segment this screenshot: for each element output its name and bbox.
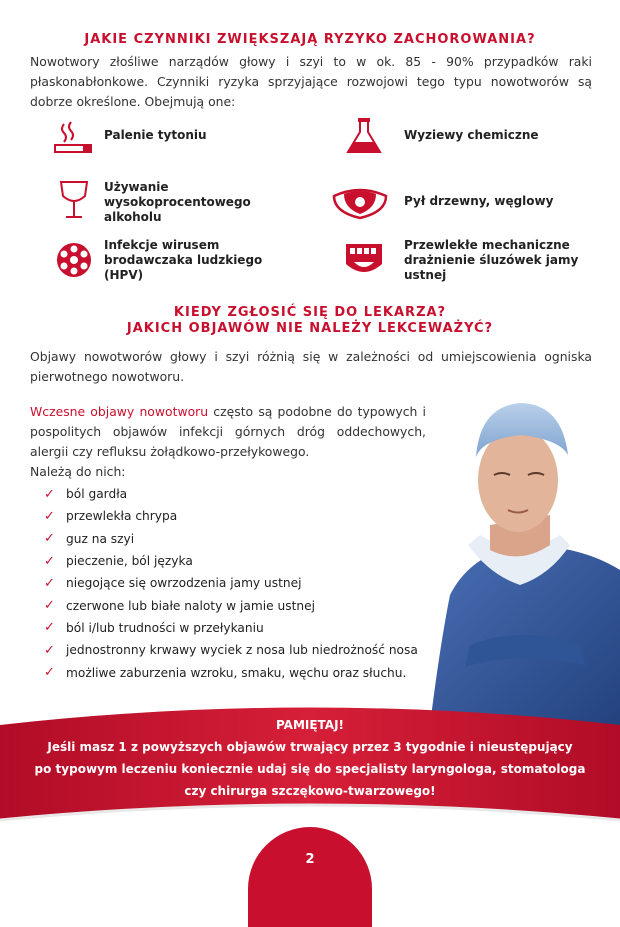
- symptoms-list: [44, 483, 418, 684]
- dust-mask-icon: [330, 182, 390, 222]
- early-symptoms-paragraph: [30, 402, 426, 462]
- early-symptoms-text: często są podobne do typowych i pospolitych objawów infekcji górnych dróg oddechowych, alergii czy refluksu żołądkowo-przełykowego.: [30, 404, 426, 459]
- list-item: ✓ czerwone lub białe naloty w jamie ustnej: [44, 598, 315, 614]
- virus-icon: [52, 240, 96, 280]
- reminder-line-1: Jeśli masz 1 z powyższych objawów trwający przez 3 tygodnie i nieustępujący: [47, 740, 573, 754]
- factor-label: Pył drzewny, węglowy: [404, 194, 554, 208]
- factor-label: Używanie wysokoprocentowego alkoholu: [104, 180, 251, 224]
- list-item: ✓ jednostronny krwawy wyciek z nosa lub niedrożność nosa: [44, 642, 418, 658]
- section-title-symptoms-line2: JAKICH OBJAWÓW NIE NALEŻY LEKCEWAŻYĆ?: [126, 321, 494, 336]
- risk-factors-intro: Nowotwory złośliwe narządów głowy i szyi to w ok. 85 - 90% przypadków raki płaskonabłonkowe. Czynniki ryzyka sprzyjające rozwojowi tego typu nowotworów są dobrze określone. Obejmują one:: [30, 54, 592, 109]
- symptoms-list-intro: Należą do nich:: [30, 464, 126, 479]
- factor-chemicals: [342, 116, 592, 156]
- list-item: ✓ przewlekła chrypa: [44, 508, 178, 524]
- factor-mechanical-irritation: [342, 238, 592, 290]
- reminder-heading: PAMIĘTAJ!: [275, 718, 345, 732]
- factor-dust: [330, 182, 592, 222]
- list-item: ✓ możliwe zaburzenia wzroku, smaku, węchu oraz słuchu.: [44, 665, 407, 681]
- flask-icon: [342, 116, 386, 156]
- list-item: ✓ niegojące się owrzodzenia jamy ustnej: [44, 575, 302, 591]
- list-item: ✓ guz na szyi: [44, 531, 135, 547]
- check-icon: ✓: [44, 553, 55, 569]
- reminder-line-3: czy chirurga szczękowo-twarzowego!: [184, 784, 436, 798]
- factor-smoking: [52, 118, 312, 158]
- list-item: ✓ ból i/lub trudności w przełykaniu: [44, 620, 264, 636]
- section-title-symptoms-line1: KIEDY ZGŁOSIĆ SIĘ DO LEKARZA?: [173, 305, 447, 320]
- check-icon: ✓: [44, 665, 55, 681]
- doctor-illustration: [410, 395, 620, 725]
- cigarette-icon: [52, 118, 96, 158]
- reminder-line-2: po typowym leczeniu koniecznie udaj się do specjalisty laryngologa, stomatologa: [34, 762, 586, 776]
- factor-hpv: [52, 238, 312, 290]
- section-title-risk-factors: JAKIE CZYNNIKI ZWIĘKSZAJĄ RYZYKO ZACHOROWANIA?: [84, 32, 536, 47]
- factor-label: Przewlekłe mechaniczne drażnienie śluzówek jamy ustnej: [404, 238, 579, 282]
- check-icon: ✓: [44, 531, 55, 547]
- check-icon: ✓: [44, 620, 55, 636]
- mouth-icon: [342, 240, 386, 280]
- factor-alcohol: [52, 180, 312, 225]
- check-icon: ✓: [44, 575, 55, 591]
- factor-label: Wyziewy chemiczne: [404, 128, 539, 142]
- symptoms-intro: Objawy nowotworów głowy i szyi różnią się w zależności od umiejscowienia ogniska pierwotnego nowotworu.: [30, 349, 592, 384]
- check-icon: ✓: [44, 486, 55, 502]
- list-item: ✓ pieczenie, ból języka: [44, 553, 193, 569]
- check-icon: ✓: [44, 642, 55, 658]
- page-number: 2: [305, 852, 315, 867]
- factor-label: Infekcje wirusem brodawczaka ludzkiego (HPV): [104, 238, 263, 282]
- factor-label: Palenie tytoniu: [104, 128, 207, 142]
- wine-glass-icon: [52, 180, 96, 220]
- list-item: ✓ ból gardła: [44, 486, 128, 502]
- check-icon: ✓: [44, 508, 55, 524]
- check-icon: ✓: [44, 598, 55, 614]
- early-symptoms-highlight: Wczesne objawy nowotworu: [30, 404, 209, 419]
